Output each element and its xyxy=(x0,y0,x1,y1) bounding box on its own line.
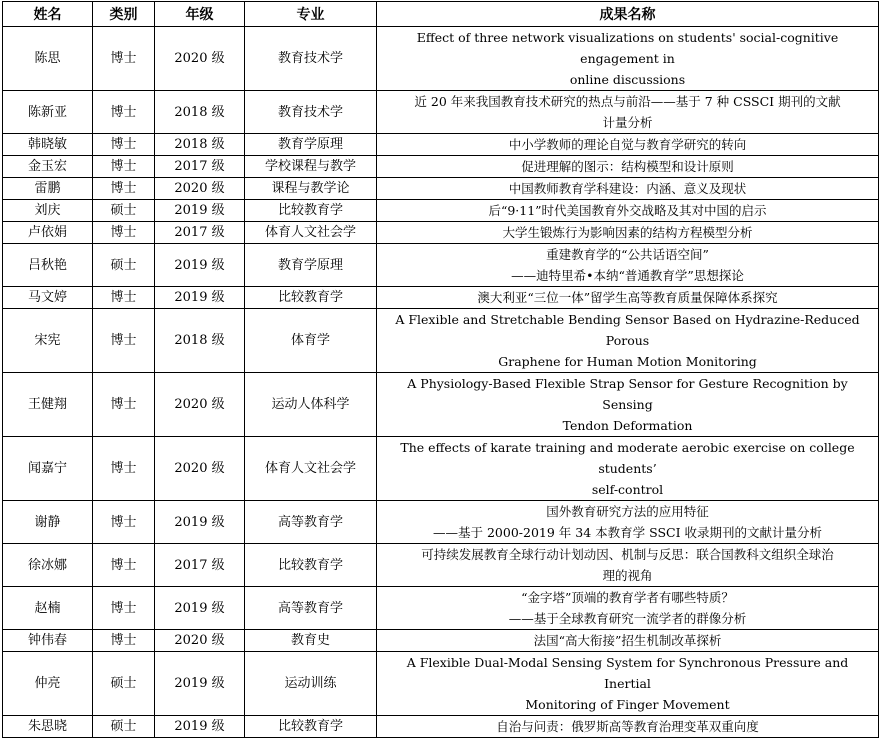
cell-type: 硕士 xyxy=(93,244,155,287)
cell-major: 体育人文社会学 xyxy=(245,437,377,501)
cell-title xyxy=(377,200,879,222)
title-line: “金字塔”顶端的教育学者有哪些特质？ xyxy=(521,590,734,605)
cell-major: 运动人体科学 xyxy=(245,373,377,437)
cell-type: 博士 xyxy=(93,91,155,134)
header-row xyxy=(3,2,879,27)
cell-name: 赵楠 xyxy=(3,587,93,630)
cell-type: 博士 xyxy=(93,501,155,544)
table-row xyxy=(3,178,879,200)
cell-grade: 2017 级 xyxy=(155,222,245,244)
cell-type: 博士 xyxy=(93,630,155,652)
cell-grade: 2017 级 xyxy=(155,544,245,587)
cell-name: 雷鹏 xyxy=(3,178,93,200)
cell-type: 博士 xyxy=(93,587,155,630)
cell-name: 宋宪 xyxy=(3,309,93,373)
title-line: Effect of three network visualizations on students' social-cognitive engagement in xyxy=(416,30,839,66)
title-line: 中小学教师的理论自觉与教育学研究的转向 xyxy=(508,137,747,152)
cell-title xyxy=(377,587,879,630)
cell-type: 博士 xyxy=(93,178,155,200)
cell-grade: 2017 级 xyxy=(155,156,245,178)
cell-type: 博士 xyxy=(93,437,155,501)
table-row xyxy=(3,244,879,287)
cell-type: 博士 xyxy=(93,544,155,587)
title-line: self-control xyxy=(591,482,664,497)
cell-major: 高等教育学 xyxy=(245,587,377,630)
cell-title xyxy=(377,178,879,200)
title-line: 大学生锻炼行为影响因素的结构方程模型分析 xyxy=(502,225,753,240)
cell-major: 比较教育学 xyxy=(245,544,377,587)
cell-title xyxy=(377,652,879,716)
cell-grade: 2018 级 xyxy=(155,91,245,134)
title-line: 重建教育学的“公共话语空间” xyxy=(546,247,709,262)
table-row xyxy=(3,134,879,156)
table-body xyxy=(3,27,879,738)
cell-major: 比较教育学 xyxy=(245,200,377,222)
cell-major: 高等教育学 xyxy=(245,501,377,544)
cell-name: 吕秋艳 xyxy=(3,244,93,287)
cell-title xyxy=(377,437,879,501)
title-line: 法国“高大衔接”招生机制改革探析 xyxy=(533,633,722,648)
cell-grade: 2019 级 xyxy=(155,244,245,287)
cell-major: 教育技术学 xyxy=(245,91,377,134)
cell-type: 硕士 xyxy=(93,200,155,222)
title-line: 理的视角 xyxy=(602,568,653,583)
title-line: Tendon Deformation xyxy=(562,418,693,433)
title-line: 促进理解的图示：结构模型和设计原则 xyxy=(521,159,734,174)
cell-grade: 2020 级 xyxy=(155,27,245,91)
table-row xyxy=(3,652,879,716)
cell-grade: 2019 级 xyxy=(155,652,245,716)
title-line: ——迪特里希•本纳“普通教育学”思想探论 xyxy=(511,268,744,283)
cell-grade: 2020 级 xyxy=(155,178,245,200)
header-major: 专业 xyxy=(245,2,377,27)
cell-type: 博士 xyxy=(93,134,155,156)
cell-title xyxy=(377,544,879,587)
cell-major: 学校课程与教学 xyxy=(245,156,377,178)
title-line: ——基于 2000-2019 年 34 本教育学 SSCI 收录期刊的文献计量分析 xyxy=(432,525,822,540)
cell-title xyxy=(377,134,879,156)
results-table xyxy=(2,1,879,738)
cell-name: 金玉宏 xyxy=(3,156,93,178)
header-name: 姓名 xyxy=(3,2,93,27)
cell-grade: 2019 级 xyxy=(155,587,245,630)
table-row xyxy=(3,200,879,222)
cell-title xyxy=(377,373,879,437)
title-line: Monitoring of Finger Movement xyxy=(525,697,730,712)
cell-major: 教育学原理 xyxy=(245,134,377,156)
cell-grade: 2019 级 xyxy=(155,287,245,309)
cell-type: 博士 xyxy=(93,222,155,244)
cell-major: 比较教育学 xyxy=(245,287,377,309)
title-line: ——基于全球教育研究一流学者的群像分析 xyxy=(508,611,747,626)
cell-grade: 2020 级 xyxy=(155,437,245,501)
cell-grade: 2019 级 xyxy=(155,501,245,544)
cell-grade: 2018 级 xyxy=(155,134,245,156)
cell-type: 博士 xyxy=(93,156,155,178)
cell-major: 体育学 xyxy=(245,309,377,373)
table-row xyxy=(3,544,879,587)
cell-major: 课程与教学论 xyxy=(245,178,377,200)
title-line: online discussions xyxy=(569,72,686,87)
title-line: 近 20 年来我国教育技术研究的热点与前沿——基于 7 种 CSSCI 期刊的文献 xyxy=(414,94,841,109)
cell-major: 体育人文社会学 xyxy=(245,222,377,244)
cell-name: 仲亮 xyxy=(3,652,93,716)
title-line: 国外教育研究方法的应用特征 xyxy=(546,504,709,519)
header-grade: 年级 xyxy=(155,2,245,27)
cell-title xyxy=(377,287,879,309)
cell-name: 徐冰娜 xyxy=(3,544,93,587)
table-row xyxy=(3,27,879,91)
header-title: 成果名称 xyxy=(377,2,879,27)
cell-name: 朱思晓 xyxy=(3,716,93,738)
cell-major: 比较教育学 xyxy=(245,716,377,738)
cell-name: 陈思 xyxy=(3,27,93,91)
cell-name: 陈新亚 xyxy=(3,91,93,134)
cell-type: 硕士 xyxy=(93,652,155,716)
cell-title xyxy=(377,244,879,287)
title-line: The effects of karate training and moderate aerobic exercise on college students’ xyxy=(400,440,855,476)
table-row xyxy=(3,587,879,630)
cell-name: 韩晓敏 xyxy=(3,134,93,156)
cell-title xyxy=(377,630,879,652)
table-row xyxy=(3,501,879,544)
cell-title xyxy=(377,501,879,544)
title-line: A Flexible and Stretchable Bending Sensor Based on Hydrazine-Reduced Porous xyxy=(395,312,860,348)
table-row xyxy=(3,716,879,738)
cell-type: 博士 xyxy=(93,27,155,91)
cell-type: 博士 xyxy=(93,287,155,309)
title-line: A Physiology-Based Flexible Strap Sensor for Gesture Recognition by Sensing xyxy=(407,376,848,412)
cell-name: 刘庆 xyxy=(3,200,93,222)
title-line: 中国教师教育学科建设：内涵、意义及现状 xyxy=(508,181,747,196)
table-row xyxy=(3,156,879,178)
cell-type: 硕士 xyxy=(93,716,155,738)
table-row xyxy=(3,309,879,373)
cell-name: 钟伟春 xyxy=(3,630,93,652)
cell-name: 闻嘉宁 xyxy=(3,437,93,501)
title-line: A Flexible Dual-Modal Sensing System for Synchronous Pressure and Inertial xyxy=(406,655,849,691)
cell-major: 教育学原理 xyxy=(245,244,377,287)
cell-title xyxy=(377,27,879,91)
cell-grade: 2020 级 xyxy=(155,630,245,652)
cell-grade: 2019 级 xyxy=(155,200,245,222)
title-line: 自治与问责：俄罗斯高等教育治理变革双重向度 xyxy=(496,719,759,734)
table-row xyxy=(3,91,879,134)
table-row xyxy=(3,373,879,437)
cell-name: 王健翔 xyxy=(3,373,93,437)
title-line: 后“9·11”时代美国教育外交战略及其对中国的启示 xyxy=(488,203,767,218)
cell-major: 教育史 xyxy=(245,630,377,652)
title-line: 计量分析 xyxy=(602,115,653,130)
header-type: 类别 xyxy=(93,2,155,27)
cell-title xyxy=(377,716,879,738)
cell-title xyxy=(377,222,879,244)
cell-name: 马文婷 xyxy=(3,287,93,309)
cell-title xyxy=(377,91,879,134)
cell-type: 博士 xyxy=(93,373,155,437)
cell-grade: 2018 级 xyxy=(155,309,245,373)
cell-name: 谢静 xyxy=(3,501,93,544)
cell-grade: 2020 级 xyxy=(155,373,245,437)
table-row xyxy=(3,222,879,244)
title-line: 可持续发展教育全球行动计划动因、机制与反思：联合国教科文组织全球治 xyxy=(421,547,834,562)
table-row xyxy=(3,437,879,501)
cell-name: 卢依娟 xyxy=(3,222,93,244)
cell-title xyxy=(377,156,879,178)
table-row xyxy=(3,630,879,652)
cell-type: 博士 xyxy=(93,309,155,373)
cell-major: 教育技术学 xyxy=(245,27,377,91)
cell-grade: 2019 级 xyxy=(155,716,245,738)
table-row xyxy=(3,287,879,309)
title-line: 澳大利亚“三位一体”留学生高等教育质量保障体系探究 xyxy=(477,290,778,305)
cell-major: 运动训练 xyxy=(245,652,377,716)
cell-title xyxy=(377,309,879,373)
title-line: Graphene for Human Motion Monitoring xyxy=(498,354,757,369)
